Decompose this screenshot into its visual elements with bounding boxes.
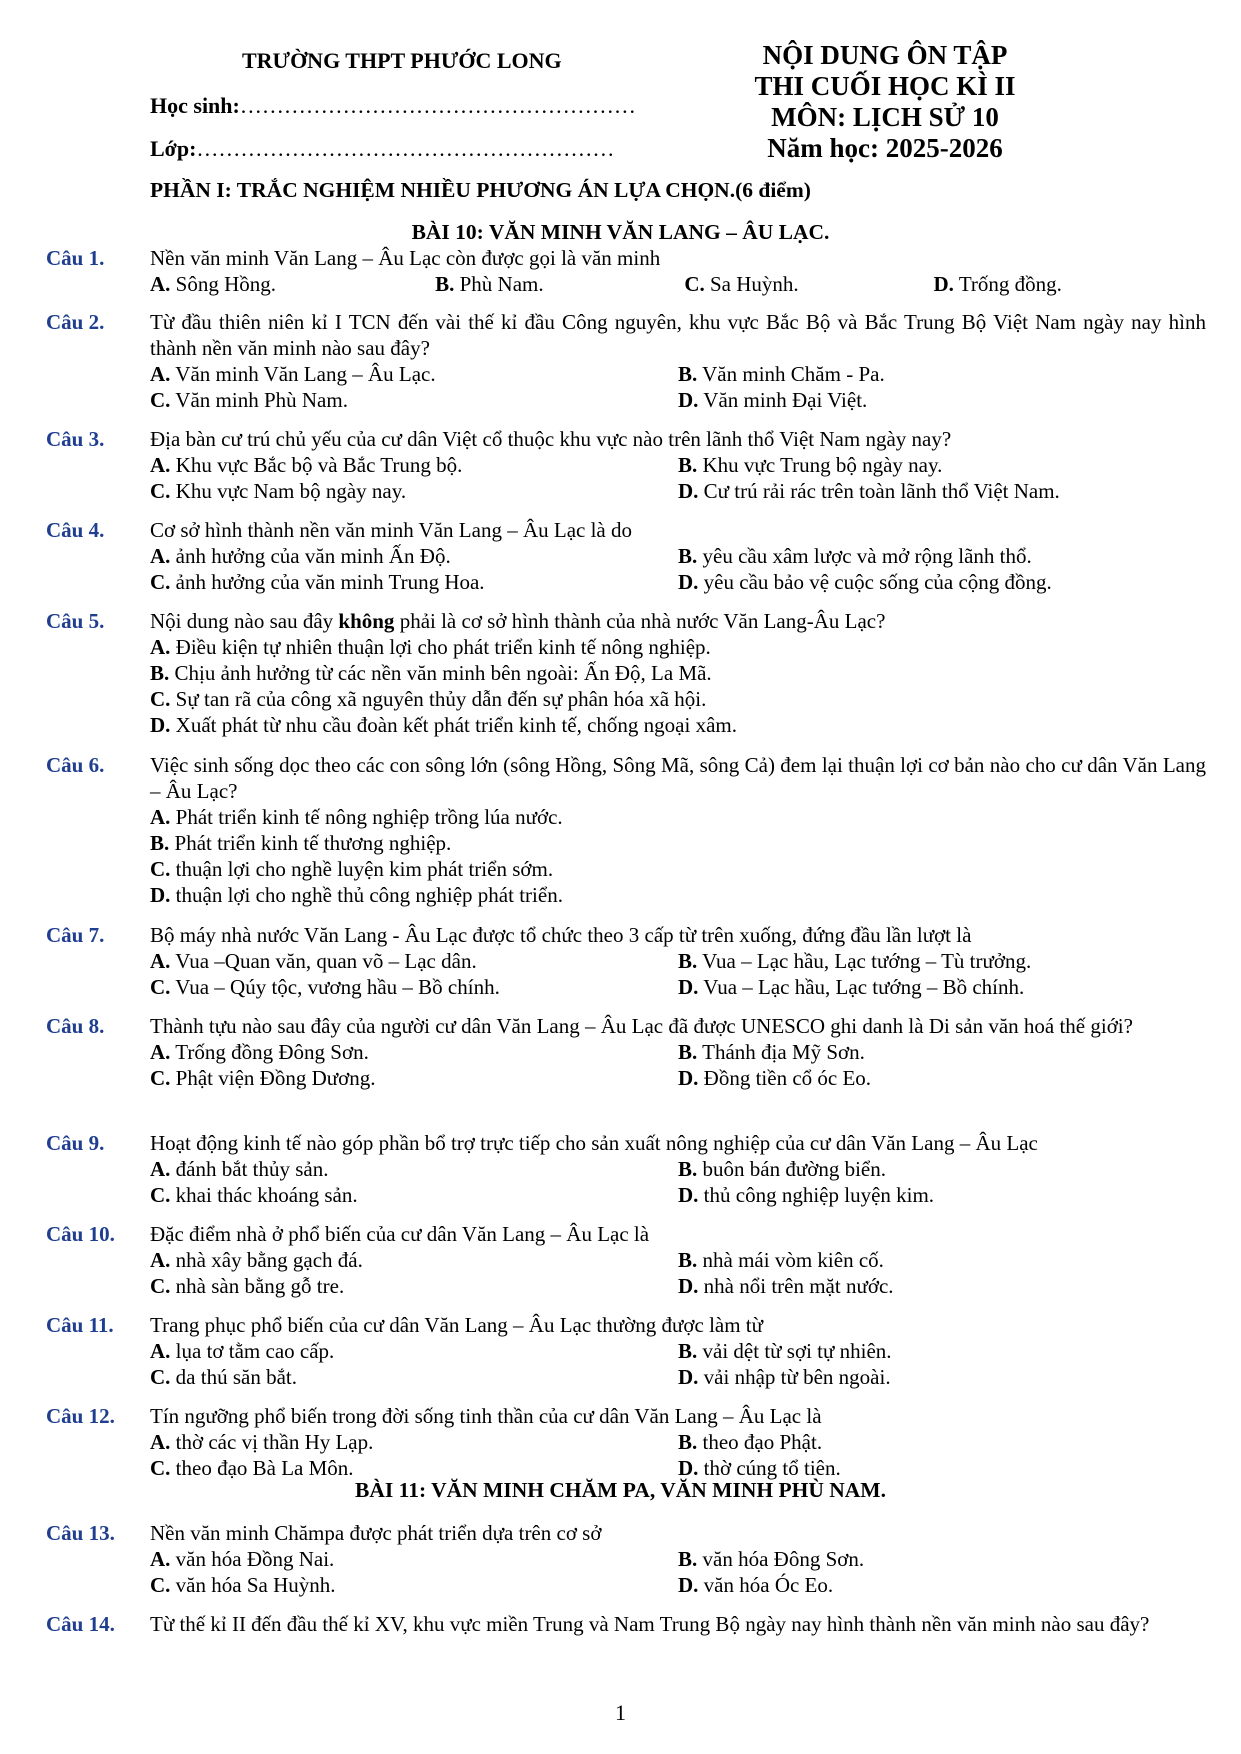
option-b: B. Thánh địa Mỹ Sơn. — [678, 1040, 865, 1064]
question-number: Câu 9. — [46, 1131, 105, 1155]
question — [46, 922, 1206, 1000]
question — [46, 1520, 1206, 1598]
part-heading: PHẦN I: TRẮC NGHIỆM NHIỀU PHƯƠNG ÁN LỰA CHỌN.(6 điểm) — [150, 178, 811, 202]
option-d: D. nhà nổi trên mặt nước. — [678, 1274, 894, 1298]
option-c: C. Sự tan rã của công xã nguyên thủy dẫn đến sự phân hóa xã hội. — [150, 687, 707, 711]
question — [46, 1312, 1206, 1390]
question-number: Câu 14. — [46, 1612, 115, 1636]
question-number: Câu 11. — [46, 1313, 114, 1337]
option-a: A. ảnh hưởng của văn minh Ấn Độ. — [150, 544, 451, 568]
option-c: C. theo đạo Bà La Môn. — [150, 1456, 354, 1480]
question-text: Từ thế kỉ II đến đầu thế kỉ XV, khu vực miền Trung và Nam Trung Bộ ngày nay hình thành nền văn minh nào sau đây? — [150, 1612, 1150, 1636]
option-b: B. nhà mái vòm kiên cố. — [678, 1248, 884, 1272]
class-label: Lớp: — [150, 136, 197, 161]
option-d: D. thờ cúng tổ tiên. — [678, 1456, 841, 1480]
option-b: B. Văn minh Chăm - Pa. — [678, 362, 885, 386]
option-d: D. thuận lợi cho nghề thủ công nghiệp phát triển. — [150, 883, 563, 907]
class-line — [150, 136, 614, 162]
option-a: A. Phát triển kinh tế nông nghiệp trồng lúa nước. — [150, 805, 563, 829]
option-c: C. da thú săn bắt. — [150, 1365, 297, 1389]
question-text: Cơ sở hình thành nền văn minh Văn Lang – Âu Lạc là do — [150, 518, 632, 542]
option-a: A. Khu vực Bắc bộ và Bắc Trung bộ. — [150, 453, 463, 477]
question — [46, 1403, 1206, 1481]
option-a: A. nhà xây bằng gạch đá. — [150, 1248, 363, 1272]
exam-title — [735, 40, 1035, 164]
student-name-line — [150, 93, 636, 119]
option-d: D. thủ công nghiệp luyện kim. — [678, 1183, 935, 1207]
option-b: B. buôn bán đường biển. — [678, 1157, 886, 1181]
option-c: C. thuận lợi cho nghề luyện kim phát triển sớm. — [150, 857, 554, 881]
question — [46, 517, 1206, 595]
question — [46, 1130, 1206, 1208]
option-c: C. nhà sàn bằng gỗ tre. — [150, 1274, 345, 1298]
option-b: B. theo đạo Phật. — [678, 1430, 823, 1454]
question-number: Câu 4. — [46, 518, 105, 542]
option-b: B. Phù Nam. — [435, 272, 544, 296]
option-d: D. Vua – Lạc hầu, Lạc tướng – Bồ chính. — [678, 975, 1025, 999]
question — [46, 309, 1206, 413]
question — [46, 1013, 1206, 1091]
question-text: Từ đầu thiên niên kỉ I TCN đến vài thế kỉ đầu Công nguyên, khu vực Bắc Bộ và Bắc Trung Bộ Việt Nam ngày nay hình thành nền văn minh nào sau đây? — [150, 310, 1206, 360]
question — [46, 245, 1206, 297]
question-number: Câu 3. — [46, 427, 105, 451]
question-text: Đặc điểm nhà ở phổ biến của cư dân Văn Lang – Âu Lạc là — [150, 1222, 650, 1246]
title-line-1: NỘI DUNG ÔN TẬP — [762, 40, 1008, 70]
lesson-heading: BÀI 10: VĂN MINH VĂN LANG – ÂU LẠC. — [411, 220, 830, 244]
question-text: Nền văn minh Văn Lang – Âu Lạc còn được gọi là văn minh — [150, 246, 661, 270]
question-text: Nền văn minh Chămpa được phát triển dựa trên cơ sở — [150, 1521, 602, 1545]
option-b: B. Chịu ảnh hưởng từ các nền văn minh bên ngoài: Ấn Độ, La Mã. — [150, 661, 712, 685]
question — [46, 752, 1206, 908]
option-d: D. yêu cầu bảo vệ cuộc sống của cộng đồng. — [678, 570, 1052, 594]
question-number: Câu 6. — [46, 753, 105, 777]
question-number: Câu 1. — [46, 246, 105, 270]
question-number: Câu 5. — [46, 609, 105, 633]
option-a: A. Điều kiện tự nhiên thuận lợi cho phát triển kinh tế nông nghiệp. — [150, 635, 711, 659]
title-line-2: THI CUỐI HỌC KÌ II — [754, 71, 1016, 101]
option-b: B. vải dệt từ sợi tự nhiên. — [678, 1339, 892, 1363]
option-c: C. văn hóa Sa Huỳnh. — [150, 1573, 336, 1597]
document-header — [150, 38, 1090, 178]
option-d: D. Đồng tiền cổ óc Eo. — [678, 1066, 872, 1090]
class-dots: ………………………………………………… — [196, 136, 615, 161]
question-text: Bộ máy nhà nước Văn Lang - Âu Lạc được tổ chức theo 3 cấp từ trên xuống, đứng đầu lần lượt là — [150, 923, 972, 947]
option-b: B. yêu cầu xâm lược và mở rộng lãnh thổ. — [678, 544, 1032, 568]
question — [46, 426, 1206, 504]
option-c: C. Văn minh Phù Nam. — [150, 388, 348, 412]
title-line-3: MÔN: LỊCH SỬ 10 — [771, 102, 999, 132]
page-number: 1 — [615, 1700, 626, 1725]
option-d: D. văn hóa Óc Eo. — [678, 1573, 834, 1597]
student-label: Học sinh: — [150, 93, 240, 118]
option-c: C. ảnh hưởng của văn minh Trung Hoa. — [150, 570, 485, 594]
option-c: C. Phật viện Đồng Dương. — [150, 1066, 376, 1090]
options — [150, 271, 1206, 297]
option-a: A. Văn minh Văn Lang – Âu Lạc. — [150, 362, 436, 386]
lesson-heading: BÀI 11: VĂN MINH CHĂM PA, VĂN MINH PHÙ NAM. — [355, 1478, 886, 1502]
question-text: Thành tựu nào sau đây của người cư dân Văn Lang – Âu Lạc đã được UNESCO ghi danh là Di sản văn hoá thế giới? — [150, 1014, 1133, 1038]
question — [46, 1611, 1206, 1637]
option-c: C. Sa Huỳnh. — [684, 272, 799, 296]
school-name: TRƯỜNG THPT PHƯỚC LONG — [242, 48, 562, 73]
option-a: A. thờ các vị thần Hy Lạp. — [150, 1430, 374, 1454]
option-d: D. Trống đồng. — [933, 272, 1062, 296]
option-b: B. Vua – Lạc hầu, Lạc tướng – Tù trưởng. — [678, 949, 1032, 973]
title-line-4: Năm học: 2025-2026 — [767, 133, 1003, 163]
option-d: D. Cư trú rải rác trên toàn lãnh thổ Việt Nam. — [678, 479, 1060, 503]
question-text: Nội dung nào sau đây không phải là cơ sở hình thành của nhà nước Văn Lang-Âu Lạc? — [150, 609, 886, 633]
question-number: Câu 7. — [46, 923, 105, 947]
question-text: Trang phục phổ biến của cư dân Văn Lang – Âu Lạc thường được làm từ — [150, 1313, 764, 1337]
question-number: Câu 2. — [46, 310, 105, 334]
option-c: C. Vua – Qúy tộc, vương hầu – Bồ chính. — [150, 975, 500, 999]
option-c: C. Khu vực Nam bộ ngày nay. — [150, 479, 407, 503]
option-a: A. đánh bắt thủy sản. — [150, 1157, 329, 1181]
option-a: A. văn hóa Đồng Nai. — [150, 1547, 335, 1571]
option-b: B. văn hóa Đông Sơn. — [678, 1547, 865, 1571]
question-text: Việc sinh sống dọc theo các con sông lớn (sông Hồng, Sông Mã, sông Cả) đem lại thuận lợi cơ bản nào cho cư dân Văn Lang – Âu Lạc? — [150, 753, 1206, 803]
option-c: C. khai thác khoáng sản. — [150, 1183, 358, 1207]
option-d: D. vải nhập từ bên ngoài. — [678, 1365, 891, 1389]
question-number: Câu 8. — [46, 1014, 105, 1038]
option-d: D. Văn minh Đại Việt. — [678, 388, 868, 412]
emphasis-not: không — [338, 609, 395, 633]
option-b: B. Khu vực Trung bộ ngày nay. — [678, 453, 943, 477]
option-a: A. Sông Hồng. — [150, 272, 277, 296]
question-text: Địa bàn cư trú chủ yếu của cư dân Việt cổ thuộc khu vực nào trên lãnh thổ Việt Nam ngày nay? — [150, 427, 952, 451]
question-number: Câu 12. — [46, 1404, 115, 1428]
student-dots: ……………………………………………… — [239, 93, 636, 118]
option-a: A. lụa tơ tằm cao cấp. — [150, 1339, 335, 1363]
question-text: Tín ngưỡng phổ biến trong đời sống tinh thần của cư dân Văn Lang – Âu Lạc là — [150, 1404, 822, 1428]
option-b: B. Phát triển kinh tế thương nghiệp. — [150, 831, 452, 855]
option-a: A. Trống đồng Đông Sơn. — [150, 1040, 369, 1064]
question — [46, 608, 1206, 738]
question — [46, 1221, 1206, 1299]
question-text: Hoạt động kinh tế nào góp phần bổ trợ trực tiếp cho sản xuất nông nghiệp của cư dân Văn Lang – Âu Lạc — [150, 1131, 1038, 1155]
option-d: D. Xuất phát từ nhu cầu đoàn kết phát triển kinh tế, chống ngoại xâm. — [150, 713, 737, 737]
question-number: Câu 13. — [46, 1521, 115, 1545]
question-number: Câu 10. — [46, 1222, 115, 1246]
option-a: A. Vua –Quan văn, quan võ – Lạc dân. — [150, 949, 477, 973]
